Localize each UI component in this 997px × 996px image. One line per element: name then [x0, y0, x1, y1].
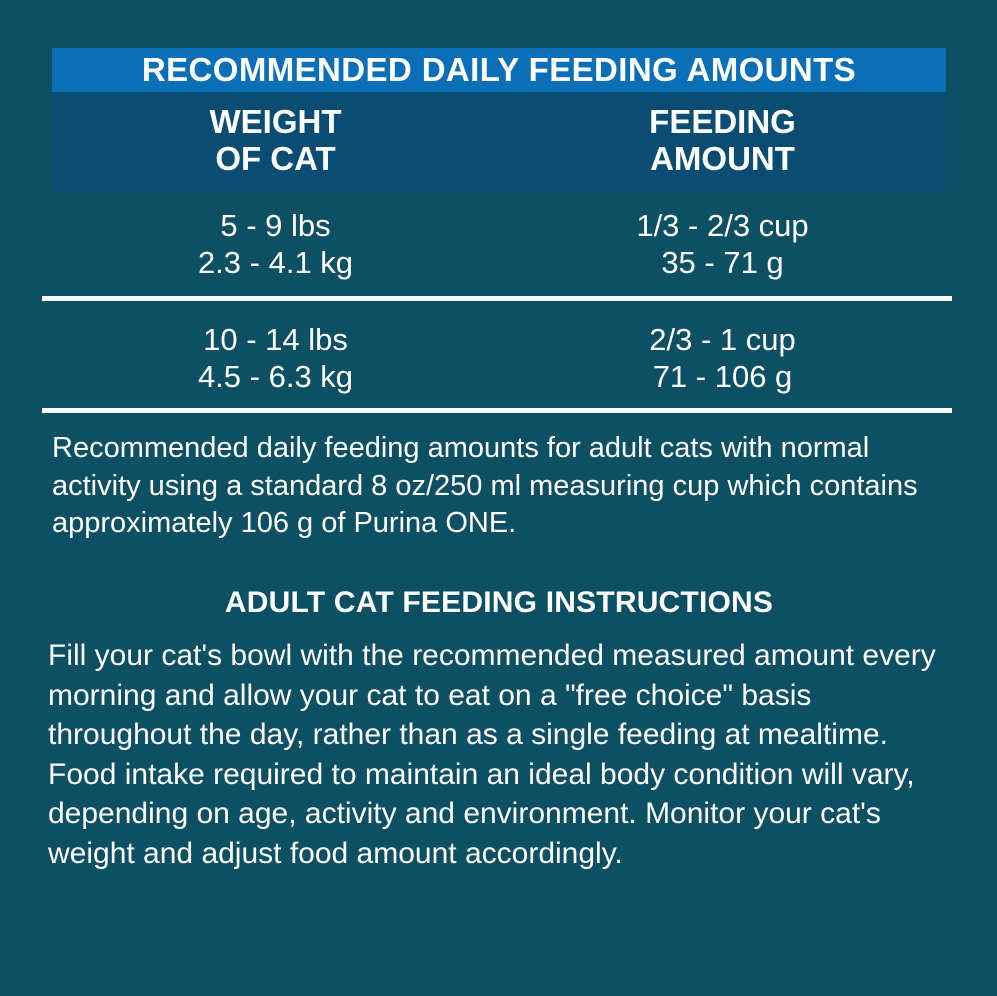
row-divider-1 [42, 296, 952, 301]
row-divider-2 [42, 408, 952, 413]
column-header-weight [52, 92, 499, 190]
feeding-table-title: RECOMMENDED DAILY FEEDING AMOUNTS [52, 48, 946, 92]
amount-cup-row2: 2/3 - 1 cup [649, 321, 796, 357]
cell-weight-row1 [52, 196, 499, 292]
weight-kg-row1: 2.3 - 4.1 kg [197, 245, 354, 280]
cell-weight-row2 [52, 310, 499, 406]
amount-grams-row2: 71 - 106 g [652, 359, 793, 394]
instructions-heading: ADULT CAT FEEDING INSTRUCTIONS [224, 586, 774, 619]
column-header-weight-line1: WEIGHT [209, 103, 342, 141]
weight-lbs-row2: 10 - 14 lbs [203, 321, 348, 357]
amount-grams-row1: 35 - 71 g [661, 245, 784, 280]
table-row [52, 310, 946, 406]
weight-kg-row2: 4.5 - 6.3 kg [197, 359, 354, 394]
instructions-body-text: Fill your cat's bowl with the recommended measured amount every morning and allow your cat to eat on a "free choice" basis throughout the day, rather than as a single feeding at mealtime. Food intake required to maintain an ideal body condition will vary, depending on age, activity and environment. Monitor your cat's weight and adjust food amount accordingly. [48, 639, 936, 870]
column-header-amount-line2: AMOUNT [650, 140, 795, 177]
table-row [52, 196, 946, 292]
amount-cup-row1: 1/3 - 2/3 cup [636, 207, 809, 243]
cell-amount-row1 [499, 196, 946, 292]
feeding-table-header-row [52, 92, 946, 190]
column-header-amount-line1: FEEDING [649, 103, 796, 141]
column-header-weight-line2: OF CAT [215, 140, 336, 177]
feeding-note-text: Recommended daily feeding amounts for adult cats with normal activity using a standard 8 oz/250 ml measuring cup which contains approximately 106 g of Purina ONE. [52, 432, 918, 540]
cell-amount-row2 [499, 310, 946, 406]
column-header-amount [499, 92, 946, 190]
weight-lbs-row1: 5 - 9 lbs [220, 207, 331, 243]
